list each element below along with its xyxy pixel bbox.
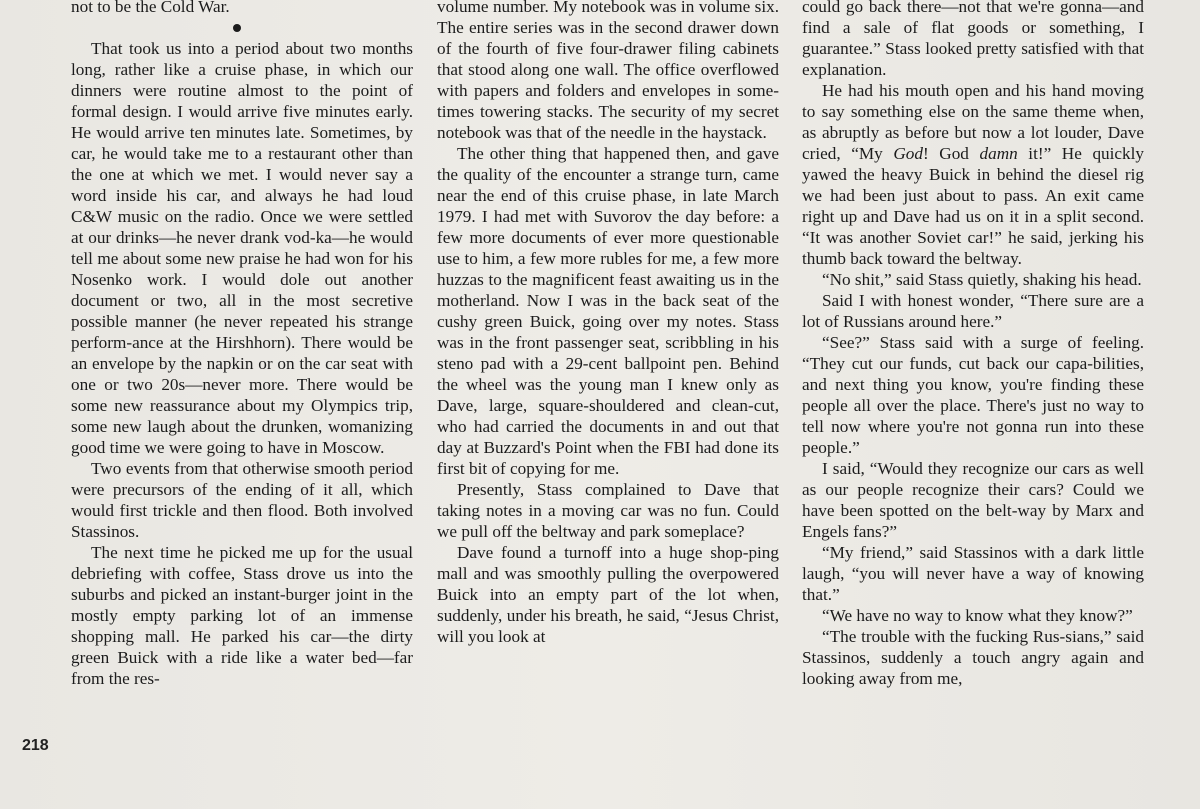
paragraph: Said I with honest wonder, “There sure are a lot of Russians around here.” <box>802 291 1144 331</box>
page-number: 218 <box>22 737 49 754</box>
section-break-bullet <box>71 17 413 38</box>
paragraph: Two events from that otherwise smooth period were precursors of the ending of it all, which would first trickle and then flood. Both involved Stassinos. <box>71 459 413 541</box>
paragraph: Dave found a turnoff into a huge shop-ping mall and was smoothly pulling the overpowered Buick into an empty part of the lot when, suddenly, under his breath, he said, “Jesus Christ, will you look at <box>437 543 779 646</box>
paragraph: volume number. My notebook was in volume six. The entire series was in the second drawer down of the fourth of five four-drawer filing cabinets that stood along one wall. The office overflowed with papers and folders and envelopes in some-times towering stacks. The security of my secret notebook was that of the needle in the haystack. <box>437 0 779 142</box>
paragraph: “We have no way to know what they know?” <box>822 606 1133 625</box>
paragraph: The next time he picked me up for the usual debriefing with coffee, Stass drove us into the suburbs and picked an instant-burger joint in the mostly empty parking lot of an immense shopping mall. He parked his car—the dirty green Buick with a ride like a water bed—far from the res- <box>71 543 413 688</box>
paragraph: “My friend,” said Stassinos with a dark little laugh, “you will never have a way of knowing that.” <box>802 543 1144 604</box>
text-column-3 <box>802 0 1144 689</box>
bullet-icon <box>233 24 241 32</box>
text-column-1 <box>71 0 413 689</box>
text-column-2 <box>437 0 779 647</box>
paragraph: That took us into a period about two months long, rather like a cruise phase, in which our dinners were routine almost to the point of formal design. I would arrive five minutes early. He would arrive ten minutes late. Sometimes, by car, he would take me to a restaurant other than the one at which we met. I would never say a word inside his car, and always he had loud C&W music on the radio. Once we were settled at our drinks—he never drank vod-ka—he would tell me about some new praise he had won for his Nosenko work. I would dole out another document or two, all in the most secretive possible manner (he never repeated his strange perform-ance at the Hirshhorn). There would be an envelope by the napkin or on the car seat with one or two 20s—never more. There would be some new reassurance about my Olympics trip, some new laugh about the drunken, womanizing good time we were going to have in Moscow. <box>71 39 413 457</box>
paragraph: “The trouble with the fucking Rus-sians,” said Stassinos, suddenly a touch angry again and looking away from me, <box>802 627 1144 688</box>
paragraph: Presently, Stass complained to Dave that taking notes in a moving car was no fun. Could we pull off the beltway and park someplace? <box>437 480 779 541</box>
paragraph: I said, “Would they recognize our cars as well as our people recognize their cars? Could we have been spotted on the belt-way by Marx and Engels fans?” <box>802 459 1144 541</box>
paragraph: “See?” Stass said with a surge of feeling. “They cut our funds, cut back our capa-bilities, and next thing you know, you're finding these people all over the place. There's just no way to tell now where you're not gonna run into these people.” <box>802 333 1144 457</box>
paragraph: could go back there—not that we're gonna—and find a sale of flat goods or something, I guarantee.” Stass looked pretty satisfied with that explanation. <box>802 0 1144 79</box>
paragraph: The other thing that happened then, and gave the quality of the encounter a strange turn, came near the end of this cruise phase, in late March 1979. I had met with Suvorov the day before: a few more documents of ever more questionable use to him, a few more rubles for me, a few more huzzas to the magnificent feast awaiting us in the motherland. Now I was in the back seat of the cushy green Buick, going over my notes. Stass was in the front passenger seat, scribbling in his steno pad with a 29-cent ballpoint pen. Behind the wheel was the young man I knew only as Dave, large, square-shouldered and clean-cut, who had carried the documents in and out that day at Buzzard's Point when the FBI had done its first bit of copying for me. <box>437 144 779 478</box>
paragraph: He had his mouth open and his hand moving to say something else on the same theme when, as abruptly as before but now a lot louder, Dave cried, “My God! God damn it!” He quickly yawed the heavy Buick in behind the diesel rig we had been just about to pass. An exit came right up and Dave had us on it in a split second. “It was another Soviet car!” he said, jerking his thumb back toward the beltway. <box>802 81 1145 268</box>
paragraph: “No shit,” said Stass quietly, shaking his head. <box>822 270 1142 289</box>
paragraph: not to be the Cold War. <box>71 0 230 16</box>
